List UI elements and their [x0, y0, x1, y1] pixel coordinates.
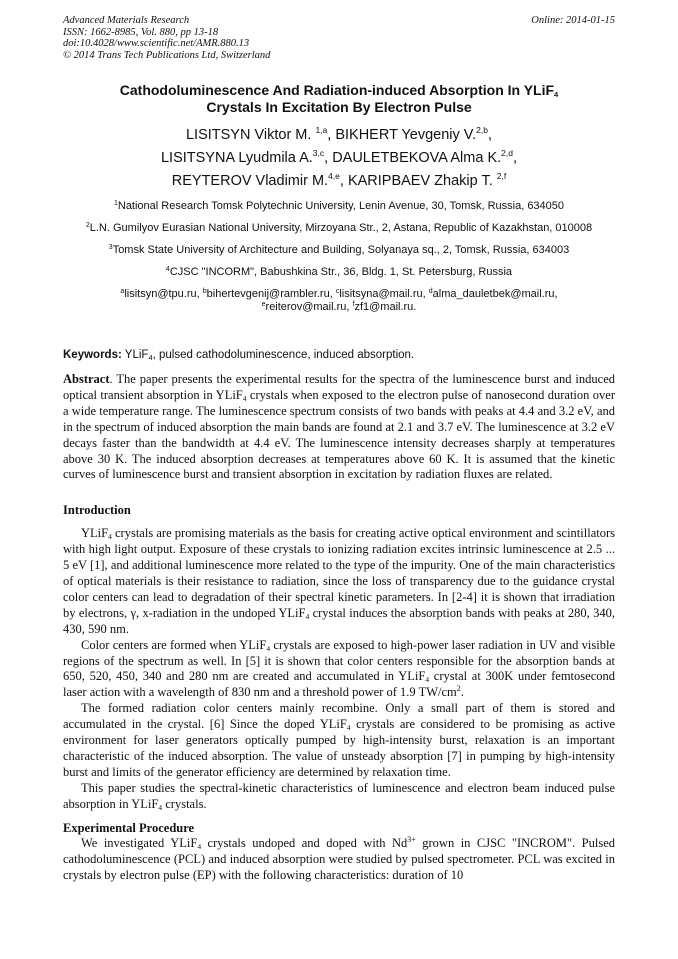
- affiliation-text: CJSC "INCORM", Babushkina Str., 36, Bldg. 1, St. Petersburg, Russia: [169, 266, 513, 278]
- journal-header: [63, 15, 615, 61]
- affiliation-sup: 1: [113, 200, 118, 207]
- subscript: 4: [158, 802, 163, 812]
- subscript: 4: [266, 643, 271, 653]
- body-text: crystal induces the absorption bands with peaks at 280, 340, 430, 590 nm.: [63, 605, 615, 636]
- author-affil-sup: 4,e: [328, 171, 340, 181]
- online-date: Online: 2014-01-15: [531, 15, 615, 26]
- body-text: This paper studies the spectral-kinetic characteristics of luminescence and electron beam induced pulse absorption in YLiF: [63, 780, 615, 811]
- subscript: 4: [108, 532, 112, 542]
- author-affil-sup: 2,f: [496, 171, 507, 181]
- author-affil-sup: 2,d: [501, 148, 513, 158]
- author-affil-sup: 1,a: [315, 125, 328, 135]
- abstract-text: crystals when exposed to the electron pulse of nanosecond duration over a wide temperature range. The luminescence spectrum consists of two bands with peaks at 4.4 and 3.2 eV, and in the spectrum of induced absorption the main bands are found at 2.1 and 3.7 eV. The luminescence at 3.2 eV decays faster than the bandwidth at 4.4 eV. The luminescence intensity decreases sharply at temperatures above 30 K. The induced absorption decreases at temperatures above 60 K. It is assumed that the kinetic curves of luminescence burst and transient absorption in excitation by radiation fluxes are related.: [63, 387, 615, 482]
- body-text: .: [460, 685, 464, 700]
- email-link[interactable]: alma_dauletbek@mail.ru,: [432, 288, 558, 300]
- subscript: 4: [197, 842, 202, 852]
- intro-paragraph: [63, 638, 615, 702]
- paper-title: [70, 82, 608, 116]
- author-name: BIKHERT Yevgeniy V.: [335, 127, 477, 143]
- abstract-paragraph: [63, 372, 615, 483]
- affiliation-sup: 3: [108, 244, 113, 251]
- section-heading-experimental: Experimental Procedure: [63, 820, 195, 835]
- author-name: LISITSYN Viktor M.: [185, 127, 312, 143]
- keywords-label: Keywords:: [63, 349, 122, 361]
- subscript: 4: [346, 723, 351, 733]
- journal-name: Advanced Materials Research: [63, 15, 190, 26]
- affiliation-text: L.N. Gumilyov Eurasian National University, Mirzoyana Str., 2, Astana, Republic of Kazakhstan, 010008: [89, 222, 593, 234]
- author-separator: ,: [327, 127, 336, 143]
- email-sup: b: [202, 288, 207, 295]
- email-sup: f: [352, 301, 355, 308]
- abstract-label: Abstract: [63, 372, 110, 386]
- author-name: REYTEROV Vladimir M.: [171, 173, 329, 189]
- title-line1: Cathodoluminescence And Radiation-induced Absorption In YLiF: [119, 82, 555, 98]
- abstract-text: . The paper presents the experimental results for the spectra of the luminescence burst and induced optical transient absorption in YLiF: [63, 372, 615, 402]
- email-link[interactable]: bihertevgenij@rambler.ru,: [206, 288, 336, 300]
- title-line2: Crystals In Excitation By Electron Pulse: [206, 99, 472, 115]
- keywords-subscript: 4: [148, 353, 153, 362]
- copyright-line: © 2014 Trans Tech Publications Ltd, Switzerland: [63, 49, 271, 61]
- section-heading-introduction: Introduction: [63, 503, 131, 518]
- subscript: 4: [425, 675, 430, 685]
- email-link[interactable]: reiterov@mail.ru,: [265, 301, 353, 313]
- body-text: We investigated YLiF: [81, 836, 198, 851]
- doi-line: doi:10.4028/www.scientific.net/AMR.880.13: [63, 38, 250, 49]
- author-name: LISITSYNA Lyudmila A.: [160, 150, 313, 166]
- affiliation-text: National Research Tomsk Polytechnic University, Lenin Avenue, 30, Tomsk, Russia, 634050: [117, 200, 565, 212]
- affiliation-item: [63, 266, 615, 279]
- subscript: 4: [242, 393, 247, 403]
- body-text: The formed radiation color centers mainly recombine. Only a small part of them is stored and accumulated in the crystal. [6] Since the doped YLiF: [63, 701, 615, 732]
- author-separator: ,: [512, 150, 518, 166]
- author-separator: ,: [324, 150, 333, 166]
- affiliation-item: [63, 244, 615, 257]
- email-link[interactable]: zf1@mail.ru.: [354, 301, 417, 313]
- email-link[interactable]: lisitsyn@tpu.ru,: [124, 288, 203, 300]
- author-list: [63, 124, 615, 193]
- affiliation-item: [63, 222, 615, 235]
- email-list: [63, 288, 615, 314]
- affiliation-sup: 4: [165, 266, 170, 273]
- issn-line: ISSN: 1662-8985, Vol. 880, pp 13-18: [63, 26, 219, 38]
- body-text: crystals are promising materials as the basis for creating active optical environment and scintillators with high light output. Exposure of these crystals to ionizing radiation excites intrinsic luminescence at 2.5 ... 5 eV [1], and additional luminescence more related to the type of the impurity. One of the main characteristics of optical materials is their resistance to radiation, since the loss of transparency due to the guidance crystal color centers can lead to degradation of their spectral kinetic parameters. In [2-4] it is shown that irradiation by electrons, γ, x-radiation in the undoped YLiF: [63, 526, 615, 620]
- superscript: 3+: [407, 835, 416, 845]
- affiliation-item: [63, 200, 615, 213]
- body-text: grown in CJSC "INCROM". Pulsed cathodoluminescence (PCL) and induced absorption were studied by pulsed spectrometer. PCL was excited in crystals by electron pulse (EP) with the following characteristics: duration of 10: [63, 836, 616, 883]
- body-text: crystals undoped and doped with Nd: [201, 836, 408, 851]
- body-text: crystals are exposed to high-power laser radiation in UV and visible regions of the spectrum as well. In [5] it is shown that color centers responsible for the absorption bands at 650, 520, 450, 340 and 280 nm are created and accumulated in YLiF: [63, 637, 615, 684]
- keywords-text: YLiF: [124, 349, 149, 361]
- author-separator: ,: [487, 127, 493, 143]
- paper-body: [63, 372, 615, 884]
- superscript: 2: [456, 684, 461, 694]
- author-affil-sup: 3,c: [312, 148, 325, 158]
- keywords-text: , pulsed cathodoluminescence, induced absorption.: [152, 349, 415, 361]
- email-sup: e: [261, 301, 266, 308]
- author-name: KARIPBAEV Zhakip T.: [347, 173, 493, 189]
- email-sup: c: [335, 288, 340, 295]
- experimental-paragraph: [63, 836, 615, 884]
- intro-paragraph: [63, 526, 615, 637]
- body-text: YLiF: [81, 526, 109, 541]
- affiliation-list: [63, 200, 615, 323]
- body-text: crystals.: [162, 796, 207, 811]
- subscript: 4: [305, 611, 310, 621]
- email-sup: a: [120, 288, 125, 295]
- author-separator: ,: [339, 173, 348, 189]
- author-name: DAULETBEKOVA Alma K.: [332, 150, 502, 166]
- body-text: Color centers are formed when YLiF: [81, 637, 267, 652]
- email-sup: d: [428, 288, 433, 295]
- title-subscript: 4: [554, 90, 559, 99]
- intro-paragraph: [63, 781, 615, 813]
- email-link[interactable]: lisitsyna@mail.ru,: [339, 288, 429, 300]
- affiliation-text: Tomsk State University of Architecture and Building, Solyanaya sq., 2, Tomsk, Russia, 634003: [112, 244, 570, 256]
- author-affil-sup: 2,b: [476, 125, 488, 135]
- body-text: crystals are considered to be promising as active environment for laser generators optically pumped by high-intensity burst, relaxation is an important characteristic of the induced absorption. The value of unsteady absorption [7] in pumping by high-intensity burst and limits of the generator efficiency are determined by relaxation time.: [63, 717, 616, 779]
- intro-paragraph: [63, 701, 615, 781]
- body-text: crystal at 300K under femtosecond laser action with a wavelength of 830 nm and a threshold power of 1.9 TW/cm: [63, 669, 615, 700]
- keywords: [63, 348, 615, 362]
- affiliation-sup: 2: [85, 222, 90, 229]
